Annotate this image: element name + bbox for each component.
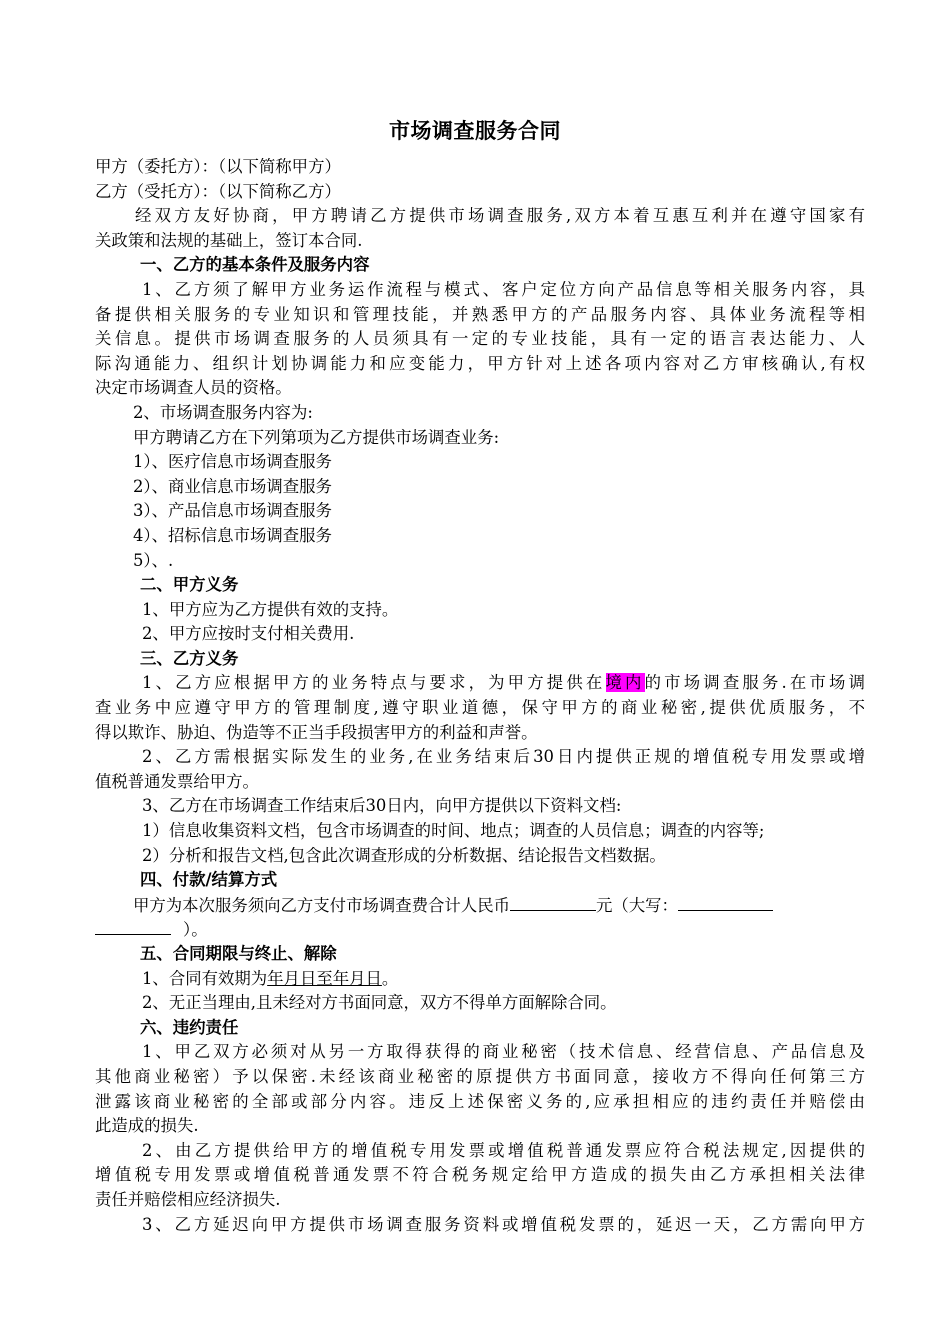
paragraph-line: 际沟通能力、组织计划协调能力和应变能力，甲方针对上述各项内容对乙方审核确认,有权 [95, 353, 865, 373]
text-run: 元（大写： [595, 895, 678, 915]
paragraph-line: 值税普通发票给甲方。 [95, 771, 259, 791]
payment-line [95, 893, 865, 918]
text-run: 甲方为本次服务须向乙方支付市场调查费合计人民币 [133, 895, 510, 915]
amount-blank [510, 893, 596, 911]
list-item: 4）、招标信息市场调查服务 [133, 525, 332, 545]
list-item: 2）、商业信息市场调查服务 [133, 476, 332, 496]
paragraph-line [95, 671, 865, 696]
list-item: 2、无正当理由,且未经对方书面同意，双方不得单方面解除合同。 [142, 993, 617, 1013]
paragraph-line: 2、市场调查服务内容为: [133, 402, 313, 422]
section-heading: 六、违约责任 [140, 1017, 239, 1037]
highlighted-text: 境内 [605, 673, 645, 693]
list-item: 2、甲方应按时支付相关费用. [142, 624, 355, 644]
section-heading: 二、甲方义务 [140, 575, 239, 595]
amount-words-blank [95, 917, 171, 935]
paragraph-line: 关信息。提供市场调查服务的人员须具有一定的专业技能，具有一定的语言表达能力、人 [95, 329, 865, 349]
section-heading: 五、合同期限与终止、解除 [140, 944, 337, 963]
list-item: 5）、. [133, 550, 174, 570]
list-item: 3）、产品信息市场调查服务 [133, 501, 332, 521]
paragraph-line: 1、乙方须了解甲方业务运作流程与模式、客户定位方向产品信息等相关服务内容，具 [142, 279, 865, 299]
paragraph-line: 1、甲乙双方必须对从另一方取得获得的商业秘密（技术信息、经营信息、产品信息及 [142, 1042, 865, 1062]
term-dates: 年月日至年月日 [267, 968, 382, 988]
text-run: ）。 [183, 920, 208, 940]
intro-line: 关政策和法规的基础上，签订本合同. [95, 230, 363, 250]
paragraph-line: 3、乙方延迟向甲方提供市场调查服务资料或增值税发票的，延迟一天，乙方需向甲方 [142, 1214, 865, 1234]
text-run: 。 [381, 968, 399, 988]
paragraph-line: 2）分析和报告文档,包含此次调查形成的分析数据、结论报告文档数据。 [142, 845, 666, 865]
payment-line [95, 917, 865, 942]
paragraph-line: 增值税专用发票或增值税普通发票不符合税务规定给甲方造成的损失由乙方承担相关法律 [95, 1165, 865, 1185]
contract-body [95, 155, 865, 1237]
party-a-line: 甲方（委托方）：（以下简称甲方） [95, 157, 341, 176]
section-heading: 四、付款/结算方式 [140, 870, 278, 890]
amount-words-blank [678, 893, 773, 911]
paragraph-line: 2、乙方需根据实际发生的业务,在业务结束后30日内提供正规的增值税专用发票或增 [142, 747, 865, 767]
paragraph-line: 3、乙方在市场调查工作结束后30日内，向甲方提供以下资料文档: [142, 796, 622, 816]
paragraph-line: 甲方聘请乙方在下列第项为乙方提供市场调查业务: [133, 427, 500, 447]
text-run: 的市场调查服务.在市场调 [644, 673, 865, 693]
list-item [95, 967, 865, 992]
paragraph-line: 此造成的损失. [95, 1116, 199, 1136]
document-title: 市场调查服务合同 [389, 119, 561, 143]
intro-line: 经双方友好协商，甲方聘请乙方提供市场调查服务,双方本着互惠互利并在遵守国家有 [135, 206, 865, 226]
paragraph-line: 得以欺诈、胁迫、伪造等不正当手段损害甲方的利益和声誉。 [95, 722, 538, 742]
paragraph-line: 2、由乙方提供给甲方的增值税专用发票或增值税普通发票应符合税法规定,因提供的 [142, 1140, 865, 1160]
paragraph-line: 泄露该商业秘密的全部或部分内容。违反上述保密义务的,应承担相应的违约责任并赔偿由 [95, 1091, 865, 1111]
paragraph-line: 决定市场调查人员的资格。 [95, 378, 292, 398]
paragraph-line: 其他商业秘密）予以保密.未经该商业秘密的原提供方书面同意，接收方不得向任何第三方 [95, 1066, 865, 1086]
paragraph-line: 1）信息收集资料文档，包含市场调查的时间、地点；调查的人员信息；调查的内容等; [142, 821, 765, 841]
party-b-line: 乙方（受托方）：（以下简称乙方） [95, 181, 341, 201]
section-heading: 一、乙方的基本条件及服务内容 [140, 255, 370, 275]
list-item: 1）、医疗信息市场调查服务 [133, 452, 332, 472]
text-run: 1、乙方应根据甲方的业务特点与要求，为甲方提供在 [142, 673, 606, 693]
list-item: 1、甲方应为乙方提供有效的支持。 [142, 599, 399, 619]
text-run: 1、合同有效期为 [142, 968, 268, 988]
paragraph-line: 查业务中应遵守甲方的管理制度,遵守职业道德，保守甲方的商业秘密,提供优质服务，不 [95, 698, 865, 718]
section-heading: 三、乙方义务 [140, 648, 239, 668]
paragraph-line: 备提供相关服务的专业知识和管理技能，并熟悉甲方的产品服务内容、具体业务流程等相 [95, 304, 865, 324]
paragraph-line: 责任并赔偿相应经济损失. [95, 1189, 281, 1209]
